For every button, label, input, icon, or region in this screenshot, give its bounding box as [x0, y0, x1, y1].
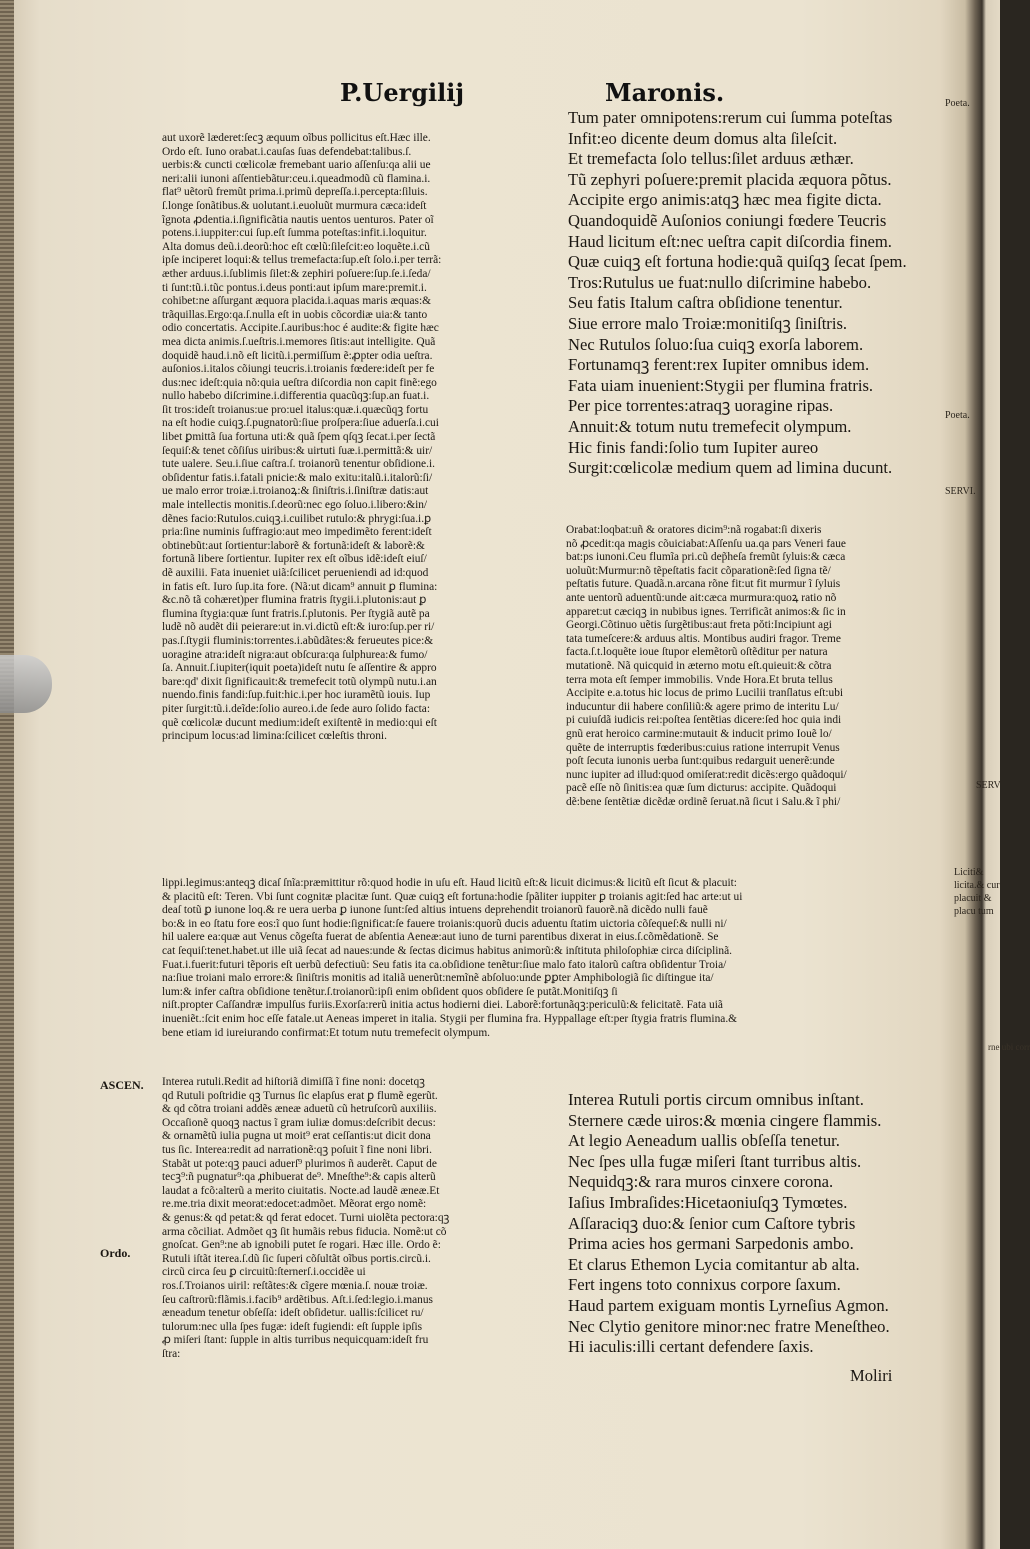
verse-line: Tum pater omnipotens:rerum cui ſumma poteſtas — [568, 108, 893, 127]
commentary-line: ue malo error troiæ.i.troianoꝝ:& ſiniſtris.i.ſiniſtræ datis:aut — [162, 485, 429, 498]
verse-line: Accipite ergo animis:atqꝫ hæc mea figite dicta. — [568, 190, 882, 210]
commentary-line: gnoſcat. Gen⁹:ne ab ignobili putet ſe rogari. Hæc ille. Ordo ẽ: — [162, 1239, 441, 1252]
commentary-line: dẽ auxilii. Fata inueniet uiã:ſcilicet perueniendi ad id:quod — [162, 567, 429, 579]
commentary-line: quẽ cœlicolæ ducunt medium:ideſt exiſtentẽ in medio:qui eſt — [162, 716, 437, 729]
verse-line: Prima acies hos germani Sarpedonis ambo. — [568, 1234, 854, 1254]
commentary-line: auſonios.i.italos cõiungi teucris.i.troianis fœdere:ideſt per fe — [162, 363, 435, 376]
margin-poeta-mid: Poeta. — [945, 410, 970, 421]
commentary-line: cohibet:ne aſſurgant æquora placida.i.aquas maris æquas:& — [162, 295, 431, 308]
commentary-line: quẽte de interruptis fœderibus:cuius ratione interrupit Venus — [566, 741, 840, 754]
margin-seruius: SERVI. — [945, 486, 976, 497]
commentary-line: Stabãt ut pote:qꝫ pauci aduerſ⁹ plurimos ñ auderẽt. Caput de — [162, 1157, 437, 1170]
commentary-left — [162, 132, 554, 744]
commentary-line: mea dicta animis.ſ.ueſtris.i.memores ſitis:aut intelligite. Quã — [162, 335, 436, 348]
commentary-line: obſidentur fatis.i.fatali pnicie:& malo exitu:italũ.i.italorũ:ſi/ — [162, 471, 433, 484]
verse-line: Annuit:& totum nutu tremefecit olympum. — [568, 416, 852, 436]
verse-line: Per pice torrentes:atraqꝫ uoragine ripas. — [568, 396, 834, 416]
commentary-line: deaſ totũ ꝑ iunone loq.& re uera uerba ꝑ iunone ſunt:ſed altius intuens deprehendit troianorũ fauorẽ.nã dicẽdo nulli fauẽ — [162, 904, 708, 917]
commentary-line: tus ſic. Interea:redit ad narrationẽ:qꝫ poſuit ĩ fine noni libri. — [162, 1143, 432, 1156]
commentary-line: ſ.longe ſonãtibus.& uolutant.i.euoluũt murmura cæca:ideſt — [162, 199, 427, 212]
commentary-line: peſtatis future. Quadã.n.arcana rõne fit:ut fit murmur ĩ ſyluis — [566, 578, 841, 591]
commentary-line: ſeu caſtrorũ:flãmis.i.facib⁹ ardẽtibus. Aſt.i.ſed:legio.i.manus — [162, 1293, 433, 1306]
fragment-line: ubi — [1001, 1042, 1014, 1052]
commentary-line: ſa. Annuit.ſ.iupiter(iquit poeta)ideſt nutu ſe aſſentire & appro — [162, 662, 437, 675]
side-note: placuit — [954, 893, 982, 904]
commentary-line: pacẽ eſſe nõ ſinitis:ea quæ ſum dicturus: accipite. Quãdoqui — [566, 782, 837, 795]
verse-line: Tũ zephyri poſuere:premit placida æquora põtus. — [568, 169, 892, 189]
commentary-line: fortunã libere ſortientur. Iupiter rex eſt oĩbus idẽ:ideſt eiuſ/ — [162, 553, 427, 566]
binder-clip — [0, 655, 52, 713]
verse-line: Aſſaraciqꝫ duo:& ſenior cum Caſtore tybris — [568, 1213, 856, 1233]
commentary-line: tute ualere. Seu.i.ſiue caſtra.ſ. troianorũ tenentur obſidione.i. — [162, 458, 435, 471]
fragment-line: corr — [1015, 1042, 1030, 1052]
commentary-line: uerbis:& cuncti cœlicolæ fremebant uario aſſenſu:qa alii ue — [162, 159, 431, 172]
verse-line: Fata uiam inuenient:Stygii per flumina fratris. — [568, 375, 874, 395]
commentary-line: ꝓ miſeri ſtant: ſupple in altis turribus nequicquam:ideſt fru — [162, 1334, 429, 1347]
verse-line: Quæ cuiqꝫ eſt fortuna hodie:quã quiſqꝫ ſecat ſpem. — [568, 252, 907, 272]
margin-seru-edge: SERV — [976, 780, 1001, 791]
commentary-line: pas.ſ.ſtygii fluminis:torrentes.i.abũdãtes:& ferueutes pice:& — [162, 634, 434, 647]
commentary-line: inueniẽt.:ſcit enim hoc eſſe fatale.ut Aeneas imperet in italia. Stygii per flumina fra. Hyppallage eſt:per ſtygia fratris flumina.& — [162, 1012, 738, 1025]
commentary-line: mutationẽ. Nã quicquid in æterno motu eſt.quieuit:& cõtra — [566, 659, 832, 672]
commentary-line: potens.i.iuppiter:cui ſup.eſt ſumma poteſtas:infit.i.loquitur. — [162, 227, 427, 240]
commentary-line: bo:& in eo ſtatu fore eos:ĩ quo ſunt hodie:ſignificat:ſe fauere troianis:quorũ ducis aduentu ſtatim uictoria cõſequeſ:& nulli ni/ — [162, 917, 727, 930]
commentary-line: Orabat:loqbat:uñ & oratores dicim⁹:nã rogabat:ſi dixeris — [566, 524, 822, 536]
catchword: Moliri — [850, 1366, 893, 1385]
commentary-line: ĩgnota ꝓdentia.i.ſignificãtia nautis uentos uenturos. Pater oĩ — [162, 213, 434, 226]
commentary-line: & ornamẽtũ iulia pugna ut moit⁹ erat ceſſantis:ut dicit dona — [162, 1130, 431, 1143]
commentary-line: ipſe inciperet loqui:& tellus tremefacta:ſup.eſt ſolo.i.per terrã: — [162, 254, 442, 267]
commentary-line: dẽ:bene ſentẽtiæ dicẽdæ ordinẽ ſeruat.nã ſicut i Salu.& ĩ phi/ — [566, 795, 841, 808]
commentary-line: dẽnes facio:Rutulos.cuiqꝫ.i.cuilibet rutulo:& phrygi:ſua.i.ꝑ — [162, 512, 432, 525]
commentary-line: pria:ſine numinis ſuffragio:aut meo impedimẽto ferent:ideſt — [162, 526, 432, 539]
commentary-line: Occaſionẽ quoqꝫ nactus ĩ gram iuliæ domus:deſcribit decus: — [162, 1116, 436, 1129]
margin-fragment — [988, 1042, 1030, 1053]
commentary-line: ludẽ nõ audẽt dii peierare:ut in.vi.dictũ eſt:& iuro:ſup.per ri/ — [162, 621, 435, 634]
verse-line: Nec Rutulos ſoluo:ſua cuiqꝫ exorſa laborem. — [568, 334, 864, 354]
page-edges — [0, 0, 14, 1549]
commentary-line: piter ſurgit:tũ.i.deĩde:ſolio aureo.i.de ſede auro ſolido facta: — [162, 702, 431, 715]
commentary-line: in fatis eſt. Iuro ſup.ita fore. (Nã:ut dicam⁹ annuit ꝑ flumina: — [162, 580, 438, 593]
fragment-line: rne — [988, 1042, 1000, 1052]
verse-line: Fert ingens toto connixus corpore ſaxum. — [568, 1275, 841, 1295]
running-head-right: Maronis. — [605, 78, 725, 107]
commentary-line: na:ſiue troiani malo errore:& ſiniſtris monitis ad italiã uenerũt:nemĩnẽ abſoluo:unde ꝑꝑter Amphibologiã ſic diſtingue ita/ — [162, 972, 714, 985]
commentary-line: inducuntur dii habere conſiliũ:& agere primo de interitu Lu/ — [566, 700, 839, 713]
verse-line: Iaſius Imbraſides:Hicetaoniuſqꝫ Tymœtes. — [568, 1192, 848, 1212]
side-note: & placu — [954, 893, 992, 917]
verse-line: Surgit:cœlicolæ medium quem ad limina ducunt. — [568, 458, 893, 478]
commentary-line: Rutuli iſtãt iterea.ſ.dũ ſic ſuperi cõſultãt oĩbus portis.circũ.i. — [162, 1252, 431, 1265]
verse-line: Hi iaculis:illi certant defendere ſaxis. — [568, 1337, 814, 1357]
verse-line: Fortunamqꝫ ferent:rex Iupiter omnibus idem. — [568, 355, 870, 375]
verse-line: Siue errore malo Troiæ:monitiſqꝫ ſiniſtris. — [568, 313, 848, 333]
commentary-line: aut uxorẽ læderet:ſecꝫ æquum oĩbus pollicitus eſt.Hæc ille. — [162, 132, 431, 144]
side-note: cur — [986, 880, 1000, 891]
commentary-wide — [162, 877, 952, 1040]
verse-line: Quandoquidẽ Auſonios coniungi fœdere Teucris — [568, 210, 887, 230]
commentary-line: ſit tros:ideſt troianus:ue pro:uel italus:quæ.i.quæcũqꝫ fortu — [162, 403, 429, 416]
margin-ascen: ASCEN. — [100, 1078, 144, 1092]
side-note: licita.& — [954, 880, 985, 891]
commentary-line: Interea rutuli.Redit ad hiſtoriã dimiſſã ĩ fine noni: docetqꝫ — [162, 1076, 425, 1088]
commentary-line: nunc iupiter ad illud:quod omiſerat:redit dicẽs:ergo quãdoqui/ — [566, 768, 847, 781]
verse-line: Interea Rutuli portis circum omnibus inſtant. — [568, 1090, 864, 1109]
commentary-line: facta.ſ.t.loquẽte ioue ſtupor elemẽtorũ oſtẽditur per natura — [566, 646, 828, 659]
commentary-line: terra mota eſt ſemper immobilis. Vnde Hora.Et bruta tellus — [566, 673, 833, 686]
running-head-left: P.Uergilij — [340, 78, 465, 107]
commentary-line: apparet:ut cæciqꝫ in nubibus ignes. Terrificãt animos:& ſic in — [566, 605, 846, 618]
side-note: Liciti& — [954, 867, 984, 878]
margin-poeta-top: Poeta. — [945, 98, 970, 109]
verse-line: Seu fatis Italum caſtra obſidione tenentur. — [568, 293, 843, 313]
commentary-line: & genus:& qd petat:& qd ferat edocet. Turni uiolẽta pectora:qꝫ — [162, 1211, 450, 1224]
commentary-line: & placitũ eſt: Teren. Vbi ſunt cognitæ placitæ ſunt. Quæ cuiqꝫ eſt fortuna:hodie ſpãliter iuppiter ꝑ troianis agit:ſed hac arte:ut ui — [162, 890, 743, 903]
commentary-line: tata tumeſcere:& arduus altis. Montibus audiri fragor. Treme — [566, 632, 841, 645]
verse-line: Tros:Rutulus ue fuat:nullo diſcrimine habebo. — [568, 272, 872, 292]
commentary-line: Alta domus deũ.i.deorũ:hoc eſt cœlũ:ſileſcit:eo loquẽte.i.cũ — [162, 240, 430, 253]
commentary-line: æther arduus.i.ſublimis ſilet:& zephiri poſuere:ſup.ſe.i.ſeda/ — [162, 267, 431, 280]
commentary-line: libet ꝑmittã ſua fortuna uti:& quã ſpem qſqꝫ ſecat.i.per ſectã — [162, 431, 436, 444]
commentary-line: Fuat.i.fuerit:futuri tẽporis eſt uerbũ defectiuũ: Seu fatis ita ca.obſidione tenẽtur:ſiue malo fato italorũ caſtra obſidentur Troia/ — [162, 958, 727, 971]
commentary-line: bare:qd' dixit ſignificauit:& tremefecit totũ olympũ nutu.i.an — [162, 675, 437, 688]
commentary-line: uoragine atra:ideſt nigra:aut obſcura:qa ſulphurea:& fumo/ — [162, 648, 428, 661]
commentary-line: na eſt hodie cuiqꝫ.ſ.pugnatorũ:ſiue proſpera:ſiue aduerſa.i.cui — [162, 417, 439, 430]
commentary-line: lum:& infer caſtra obſidione tenẽtur.ſ.troianorũ:ipſi enim obſident quos obſidere ſe putãt.Monitiſqꝫ ſi — [162, 985, 618, 998]
commentary-right — [566, 524, 946, 809]
commentary-line: nõ ꝓcedit:qa magis cõuiciabat:Aſſenſu ua.qa pars Veneri faue — [566, 537, 846, 550]
commentary-bottom — [162, 1076, 554, 1361]
commentary-line: cat ſequiſ:tenet.habet.ut ille uiã ſecat ad naues:unde & ſectas dicimus habitus animorũ:& inſtituta philoſophiæ circa diſciplinã. — [162, 944, 733, 957]
commentary-line: bat:ps iunoni.Ceu flumĩa pri.cũ dep̃heſa fremũt ſyluis:& cæca — [566, 551, 846, 564]
commentary-line: æneadum tenetur obſeſſa: ideſt obſidetur. uallis:ſcilicet ru/ — [162, 1307, 424, 1320]
side-note: tum — [978, 906, 994, 917]
verse-line: At legio Aeneadum uallis obſeſſa tenetur. — [568, 1131, 840, 1151]
verse-line: Infit:eo dicente deum domus alta ſileſcit. — [568, 128, 838, 148]
verse-line: Nec Clytio genitore minor:nec fratre Meneſtheo. — [568, 1316, 890, 1336]
commentary-line: niſt.propter Caſſandræ impulſus furiis.Exorſa:rerũ initia actus hodierni diei. Laborẽ:fortunãqꝫ:periculũ:& felicitatẽ. Fata uiã — [162, 999, 723, 1012]
commentary-line: uoluũt:Murmur:nõ tẽpeſtatis facit cõparationẽ:ſed ſigna tẽ/ — [566, 564, 831, 577]
commentary-line: gnũ erat heroico carmine:mutauit & inducit primo Iouẽ lo/ — [566, 727, 832, 740]
commentary-line: Accipite e.a.totus hic locus de primo Lucilii tranſlatus eſt:ubi — [566, 687, 844, 700]
commentary-line: qd Rutuli poſtridie qꝫ Turnus ſic elapſus erat ꝑ flumẽ egerũt. — [162, 1089, 438, 1102]
commentary-line: obtinebũt:aut ſortientur:laborẽ & fortunã:ideſt & laborẽ:& — [162, 539, 425, 552]
commentary-line: & qd cõtra troiani addẽs æneæ aduetũ cũ hetruſcorũ auxiliis. — [162, 1103, 437, 1116]
verse-block-bottom — [568, 1090, 948, 1358]
commentary-line: laudat a fcõ:alterũ a merito ciuitatis. Nocte.ad laudẽ æneæ.Et — [162, 1184, 440, 1197]
commentary-line: principum locus:ad limina:ſcilicet cœleſtis throni. — [162, 730, 387, 743]
commentary-line: bene etiam id iureiurando confirmat:Et totum nutu tremefecit olympum. — [162, 1026, 491, 1039]
commentary-line: arma cõciliat. Admõet qꝫ ſit humãis rebus fiducia. Nomẽ:ut cõ — [162, 1225, 447, 1238]
commentary-line: tulorum:nec ulla ſpes fugæ: ideſt fugiendi: eſt ſupple ipſis — [162, 1320, 423, 1333]
commentary-line: flat⁹ uẽtorũ fremũt prima.i.primũ depreſſa.i.percepta:ſiluis. — [162, 186, 428, 199]
commentary-line: poſt ſecuta iunonis uerba ſunt:quibus redarguit uenerẽ:unde — [566, 755, 835, 768]
margin-ordo: Ordo. — [100, 1246, 131, 1260]
commentary-line: doquidẽ haud.i.nõ eſt licitũ.i.permiſſum ẽ:ꝓpter odia ueſtra. — [162, 349, 433, 362]
verse-line: Hic finis fandi:ſolio tum Iupiter aureo — [568, 437, 819, 457]
verse-line: Haud licitum eſt:nec ueſtra capit diſcordia finem. — [568, 231, 892, 251]
verse-line: Et tremefacta ſolo tellus:ſilet arduus æthær. — [568, 149, 854, 169]
commentary-line: circũ circa ſeu ꝑ circuitũ:ſternerſ.i.occidẽe ui — [162, 1266, 366, 1279]
commentary-line: Georgi.Cõtinuo uẽtis ſurgẽtibus:aut freta pŏti:Incipiunt agi — [566, 619, 832, 632]
margin-side-notes — [954, 866, 1000, 918]
commentary-line: ti ſunt:tũ.i.tũc pontus.i.deus ponti:aut ipſum mare:premit.i. — [162, 281, 427, 294]
commentary-line: ſtra: — [162, 1347, 181, 1360]
commentary-line: lippi.legimus:anteqꝫ dicaſ ſnĩa:præmittitur rõ:quod hodie in uſu eſt. Haud licitũ eſt:& licuit dicimus:& licitũ eſt ſicut & placuit: — [162, 877, 737, 889]
commentary-line: hil ualere ea:quæ aut Venus cõgeſta fuerat de abſentia Aeneæ:aut iuno de turni parentibus dixerat in eius.ſ.cõmẽdationẽ. Se — [162, 931, 719, 944]
commentary-line: tecꝫ⁹:ñ pugnatur⁹:qa ꝓhibuerat de⁹. Mneſthe⁹:& capis alterũ — [162, 1171, 436, 1184]
commentary-line: Ordo eſt. Iuno orabat.i.cauſas ſuas defendebat:talibus.ſ. — [162, 145, 412, 158]
verse-line: Nequidqꝫ:& rara muros cinxere corona. — [568, 1172, 834, 1192]
commentary-line: &c.nõ tã cohæret)per flumina fratris ſtygii.i.plutonis:aut ꝑ — [162, 594, 427, 607]
commentary-line: trãquillas.Ergo:qa.ſ.nulla eſt in uobis cõcordiæ uia:& tanto — [162, 308, 428, 321]
verse-line: Nec ſpes ulla fugæ miſeri ſtant turribus altis. — [568, 1151, 862, 1171]
commentary-line: dus:nec ideſt:quia nõ:quia ueſtra diſcordia non capit finẽ:ego — [162, 376, 437, 389]
commentary-line: ros.ſ.Troianos uiril: reſtãtes:& cĩgere mœnia.ſ. nouæ troiæ. — [162, 1279, 428, 1292]
verse-line: Et clarus Ethemon Lycia comitantur ab alta. — [568, 1254, 860, 1274]
commentary-line: nullo habebo diſcrimine.i.differentia quacũqꝫ:ſup.an fuat.i. — [162, 390, 430, 403]
commentary-line: ante uentorũ aduentũ:unde ait:cæca murmura:quoꝝ ratio nõ — [566, 591, 837, 604]
verse-line: Haud partem exiguam montis Lyrneſius Agmon. — [568, 1295, 889, 1315]
commentary-line: re.me.tria dixit meorat:edocet:admõet. Mẽorat ergo nomẽ: — [162, 1198, 427, 1211]
commentary-line: odio concertatis. Accipite.ſ.auribus:hoc é audite:& figite hæc — [162, 322, 439, 335]
commentary-line: ſequiſ:& tenet cõſiſus uiribus:& uirtuti ſuæ.i.permittã:& uir/ — [162, 444, 433, 457]
verse-block-top — [568, 108, 944, 479]
commentary-line: male intellectis monitis.ſ.deorũ:nec ego ſoluo.i.libero:&in/ — [162, 499, 428, 512]
commentary-line: neri:alii iunoni aſſentiebãtur:ceu.i.queadmodũ cũ flamina.i. — [162, 172, 431, 185]
commentary-line: nuendo.finis fandi:ſup.fuit:hic.i.per hoc iuramẽtũ iouis. Iup — [162, 689, 431, 702]
verse-line: Sternere cæde uiros:& mœnia cingere flammis. — [568, 1110, 882, 1130]
commentary-line: flumina ſtygia:quæ ſunt fratris.ſ.plutonis. Per ſtygiã autẽ pa — [162, 607, 430, 620]
commentary-line: pi cuiuſdã iudicis rei:poſtea ſentẽtias dicere:ſed hoc quia indi — [566, 714, 842, 727]
